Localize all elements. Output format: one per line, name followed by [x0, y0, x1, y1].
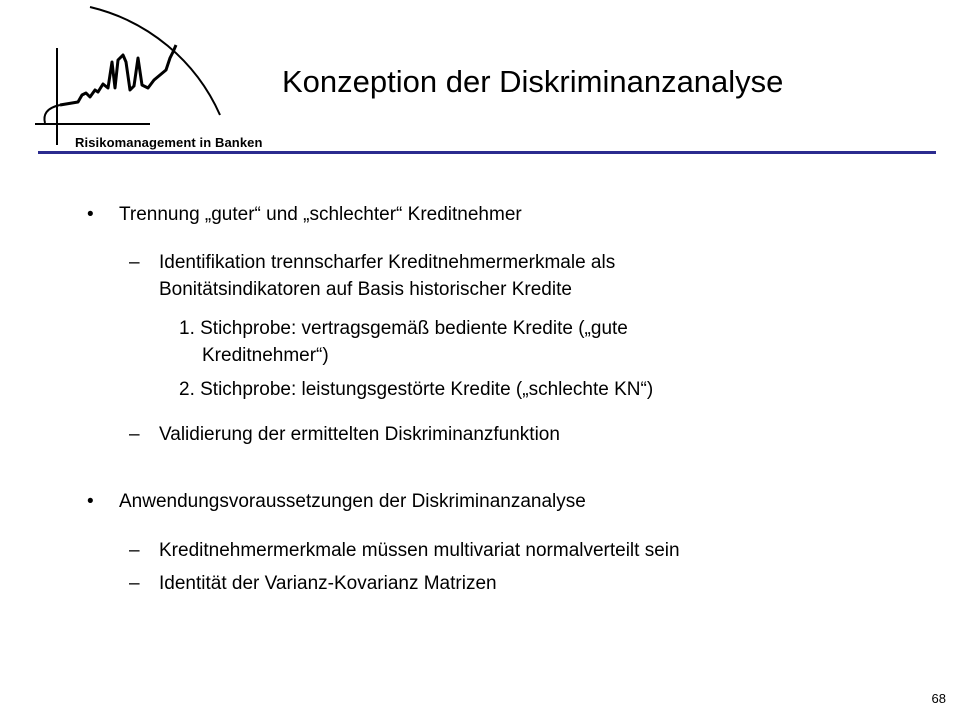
stichprobe-1-line1: 1. Stichprobe: vertragsgemäß bediente Kredite („gute — [179, 318, 628, 339]
dash-marker: – — [129, 540, 140, 561]
stichprobe-1-line2: Kreditnehmer“) — [202, 345, 329, 366]
stichprobe-2: 2. Stichprobe: leistungsgestörte Kredite („schlechte KN“) — [179, 379, 654, 400]
bullet-trennung: Trennung „guter“ und „schlechter“ Kreditnehmer — [119, 204, 522, 225]
page-title: Konzeption der Diskriminanzanalyse — [282, 64, 784, 99]
bullet-marker: • — [87, 204, 94, 225]
sub-identifikation-line1: Identifikation trennscharfer Kreditnehmermerkmale als — [159, 252, 616, 273]
dash-marker: – — [129, 573, 140, 594]
dash-marker: – — [129, 252, 140, 273]
bullet-marker: • — [87, 491, 94, 512]
sub-normalverteilt: Kreditnehmermerkmale müssen multivariat normalverteilt sein — [159, 540, 680, 561]
dash-marker: – — [129, 424, 140, 445]
header-subtitle: Risikomanagement in Banken — [75, 135, 263, 150]
sub-varianz-kovarianz: Identität der Varianz-Kovarianz Matrizen — [159, 573, 497, 594]
sub-validierung: Validierung der ermittelten Diskriminanzfunktion — [159, 424, 560, 445]
page-number: 68 — [931, 691, 946, 706]
sub-identifikation-line2: Bonitätsindikatoren auf Basis historischer Kredite — [159, 279, 572, 300]
bullet-anwendungsvoraussetzungen: Anwendungsvoraussetzungen der Diskriminanzanalyse — [119, 491, 586, 512]
